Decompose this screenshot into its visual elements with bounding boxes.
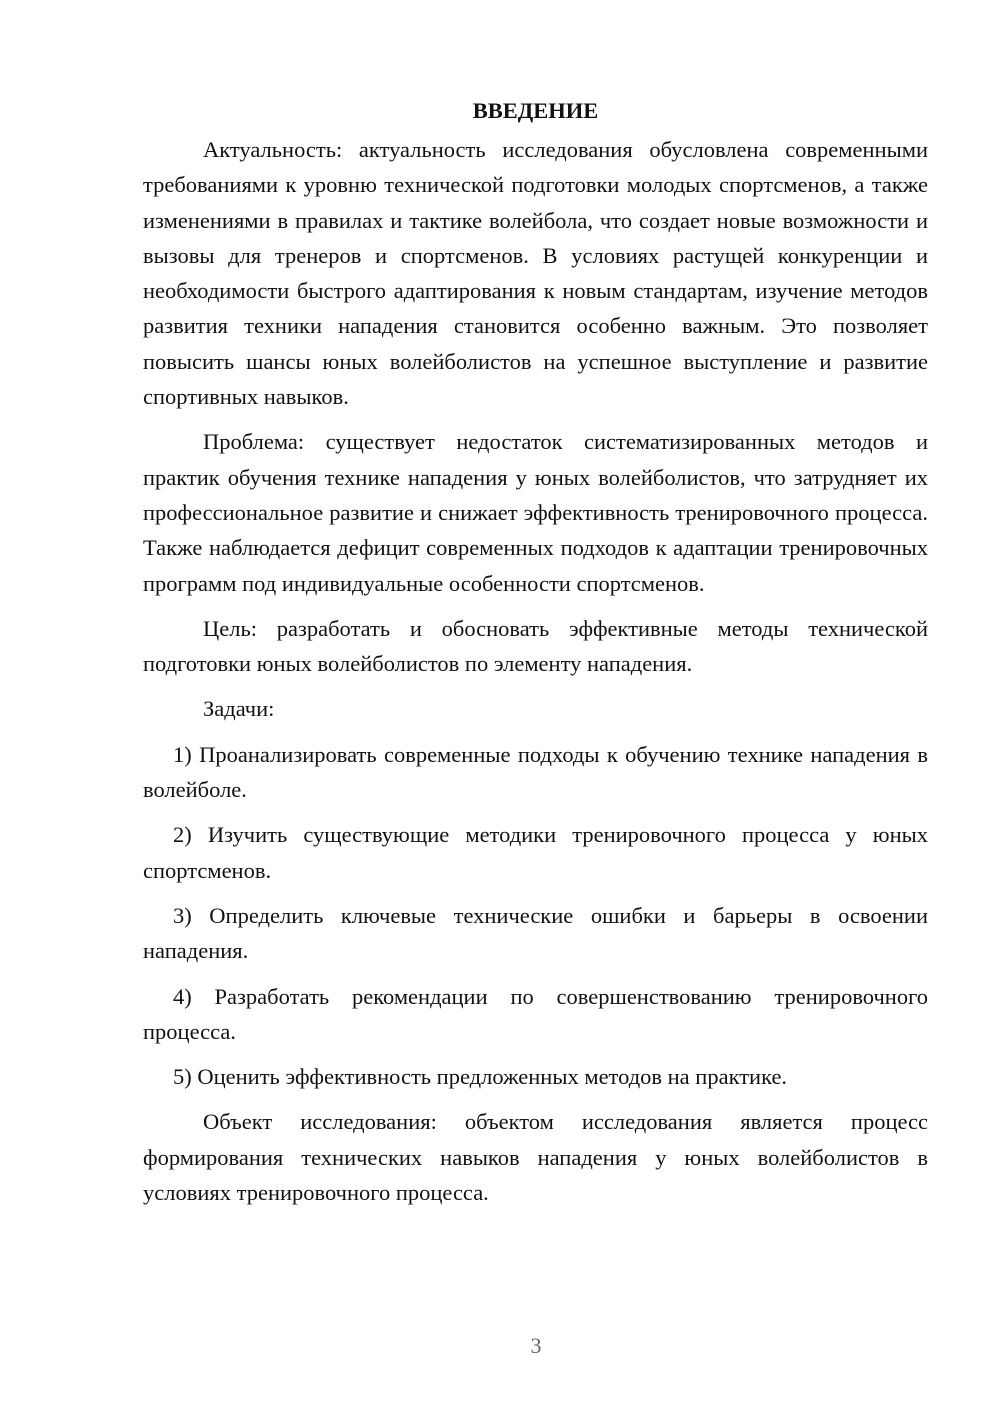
list-item: 3) Определить ключевые технические ошибки и барьеры в освоении нападения. [143, 902, 928, 964]
list-item: 4) Разработать рекомендации по совершенствованию тренировочного процесса. [143, 983, 928, 1044]
page-number: 3 [530, 1333, 542, 1358]
paragraph-relevance: Актуальность: актуальность исследования обусловлена современными требованиями к уровню технической подготовки молодых спортсменов, а также изменениями в правилах и тактике волейбола, что создает новые возможности и вызовы для тренеров и спортсменов. В условиях растущей конкуренции и необходимости быстрого адаптирования к новым стандартам, изучение методов развития техники нападения становится особенно важным. Это позволяет повысить шансы юных волейболистов на успешное выступление и развитие спортивных навыков. [143, 137, 928, 410]
paragraph-problem: Проблема: существует недостаток систематизированных методов и практик обучения технике нападения у юных волейболистов, что затрудняет их профессиональное развитие и снижает эффективность тренировочного процесса. Также наблюдается дефицит современных подходов к адаптации тренировочных программ под индивидуальные особенности спортсменов. [143, 429, 928, 596]
list-item: 1) Проанализировать современные подходы к обучению технике нападения в волейболе. [143, 741, 928, 803]
document-body [143, 96, 928, 1210]
list-item: 5) Оценить эффективность предложенных методов на практике. [173, 1064, 788, 1090]
paragraph-goal: Цель: разработать и обосновать эффективные методы технической подготовки юных волейболистов по элементу нападения. [143, 615, 928, 677]
tasks-list [143, 737, 928, 1095]
paragraph-object: Объект исследования: объектом исследования является процесс формирования технических навыков нападения у юных волейболистов в условиях тренировочного процесса. [143, 1109, 928, 1206]
section-title: ВВЕДЕНИЕ [472, 98, 599, 123]
tasks-heading: Задачи: [203, 696, 275, 722]
list-item: 2) Изучить существующие методики тренировочного процесса у юных спортсменов. [143, 822, 928, 883]
